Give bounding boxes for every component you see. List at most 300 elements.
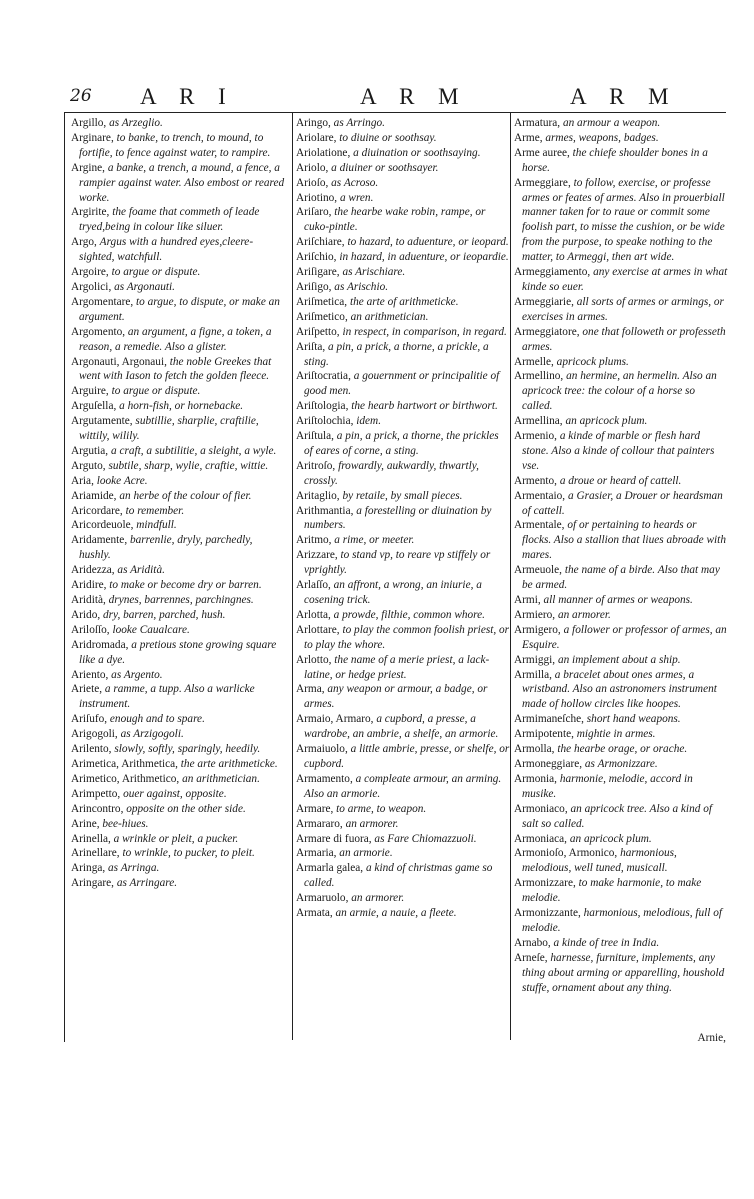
entry-headword: Armoniaca, (514, 832, 568, 845)
entry-definition: to wrinkle, to pucker, to pleit. (122, 847, 255, 860)
entry-headword: Armelle, (514, 355, 554, 368)
entry-definition: armes, weapons, badges. (545, 131, 659, 144)
entry-headword: Ariſtologia, (296, 400, 349, 413)
entry-definition: a wren. (339, 191, 374, 204)
entry-headword: Aringare, (71, 877, 114, 890)
dictionary-entry (296, 146, 510, 161)
dictionary-entry (514, 832, 728, 847)
entry-headword: Armararo, (296, 817, 343, 830)
entry-definition: any weapon or armour, a badge, or armes. (304, 683, 488, 711)
dictionary-entry (514, 265, 728, 295)
entry-definition: a pin, a prick, a thorne, a prickle, a sting. (304, 340, 489, 368)
entry-headword: Ariotino, (296, 191, 338, 204)
entry-headword: Arithmantia, (296, 504, 354, 517)
entry-definition: a diuination or soothsaying. (353, 146, 481, 159)
entry-definition: as Armonizzare. (584, 757, 658, 770)
entry-definition: a bracelet about ones armes, a wristband. Also an astronomers instrument made of hollow circles like hoopes. (522, 668, 717, 711)
entry-headword: Armare, (296, 802, 334, 815)
dictionary-entry (296, 817, 510, 832)
entry-headword: Ariſufo, (71, 713, 108, 726)
entry-headword: Armimaneſche, (514, 713, 584, 726)
dictionary-entry (71, 205, 285, 235)
entry-definition: the noble Greekes that went with Iason to fetch the golden fleece. (79, 355, 272, 383)
entry-definition: the hearbe orage, or orache. (557, 743, 688, 756)
entry-headword: Armatura, (514, 117, 561, 129)
dictionary-entry (71, 802, 285, 817)
dictionary-entry (71, 757, 285, 772)
entry-headword: Ariſtocratia, (296, 370, 351, 383)
entry-headword: Argomento, (71, 325, 126, 338)
entry-definition: an affront, a wrong, an iniurie, a cosening trick. (304, 579, 482, 606)
dictionary-entry (514, 876, 728, 906)
entry-definition: enough and to spare. (109, 713, 205, 726)
entry-definition: a kinde of tree in India. (553, 936, 660, 949)
dictionary-entry (71, 846, 285, 861)
entry-definition: a diuiner or soothsayer. (331, 161, 439, 174)
dictionary-entry (514, 668, 728, 713)
entry-definition: short hand weapons. (586, 713, 681, 726)
entry-headword: Aringa, (71, 862, 106, 875)
dictionary-entry (71, 384, 285, 399)
dictionary-entry (514, 563, 728, 593)
dictionary-entry (71, 459, 285, 474)
entry-headword: Arnabo, (514, 936, 551, 949)
catchword: Arnie, (697, 1032, 726, 1044)
dictionary-entry (296, 265, 510, 280)
entry-headword: Ariſtula, (296, 430, 334, 443)
entry-definition: the hearb hartwort or birthwort. (351, 400, 498, 413)
entry-headword: Arguſella, (71, 400, 117, 413)
entry-headword: Armaio, Armaro, (296, 713, 374, 726)
entry-headword: Aridire, (71, 579, 107, 592)
dictionary-entry (71, 787, 285, 802)
entry-definition: an apricock tree. Also a kind of salt so called. (522, 802, 712, 830)
dictionary-entry (514, 429, 728, 474)
dictionary-entry (71, 444, 285, 459)
dictionary-entry (71, 414, 285, 444)
entry-definition: an argument, a figne, a token, a reason, a remedie. Also a glister. (79, 325, 272, 353)
dictionary-entry (296, 846, 510, 861)
entry-headword: Armonia, (514, 772, 557, 785)
dictionary-entry (514, 802, 728, 832)
dictionary-entry (296, 161, 510, 176)
entry-definition: as Arischio. (334, 280, 389, 293)
dictionary-entry (514, 369, 728, 414)
dictionary-entry (514, 757, 728, 772)
entry-headword: Arigogoli, (71, 728, 118, 741)
entry-definition: an armie, a nauie, a fleete. (335, 907, 457, 920)
entry-definition: a ramme, a tupp. Also a warlicke instrument. (79, 683, 255, 711)
entry-headword: Armilla, (514, 668, 552, 681)
dictionary-entry (514, 593, 728, 608)
dictionary-entry (296, 191, 510, 206)
dictionary-entry (71, 325, 285, 355)
entry-definition: the chiefe shoulder bones in a horse. (522, 146, 708, 174)
entry-definition: mightie in armes. (576, 728, 656, 741)
entry-definition: any exercise at armes in what kinde so euer. (522, 266, 728, 293)
dictionary-entry (296, 325, 510, 340)
entry-definition: a rime, or meeter. (334, 534, 415, 547)
entry-definition: as Arzeglio. (109, 117, 163, 129)
entry-definition: an implement about a ship. (557, 653, 681, 666)
entry-headword: Armentaio, (514, 489, 566, 502)
entry-definition: to hazard, to aduenture, or ieopard. (347, 236, 509, 249)
entry-headword: Armoniaco, (514, 802, 568, 815)
dictionary-entry (71, 161, 285, 206)
entry-headword: Ariſigare, (296, 266, 340, 279)
entry-headword: Ariſaro, (296, 206, 332, 219)
entry-headword: Arine, (71, 817, 100, 830)
page-number: 26 (70, 86, 92, 106)
dictionary-entry (514, 131, 728, 146)
entry-definition: slowly, softly, sparingly, heedily. (114, 743, 261, 756)
entry-definition: to argue, to dispute, or make an argument. (79, 295, 280, 323)
entry-definition: subtillie, sharplie, craftilie, wittily, wilily. (79, 415, 259, 443)
entry-headword: Argutia, (71, 444, 109, 457)
dictionary-entry (296, 608, 510, 623)
dictionary-entry (71, 593, 285, 608)
entry-definition: mindfull. (136, 519, 177, 532)
dictionary-entry (71, 817, 285, 832)
dictionary-entry (296, 653, 510, 683)
entry-headword: Arlaſſo, (296, 579, 331, 592)
entry-definition: to follow, exercise, or professe armes or feates of armes. Also in prouerbiall manner taken for to raue or commit some foolish part, to misse the cushion, or be wide from the purpose, to speake nothing to the matter, to Armeggi, then art wide. (522, 176, 725, 264)
running-head-left: A R I (140, 84, 235, 109)
entry-definition: by retaile, by small pieces. (342, 489, 463, 502)
entry-headword: Armolla, (514, 743, 555, 756)
entry-definition: bee-hiues. (102, 817, 149, 830)
dictionary-entry (296, 772, 510, 802)
entry-definition: one that followeth or professeth armes. (522, 325, 726, 353)
entry-headword: Arilento, (71, 743, 112, 756)
entry-definition: an herbe of the colour of fier. (119, 489, 252, 502)
running-head-middle: A R M (360, 84, 468, 109)
dictionary-entry (71, 876, 285, 891)
entry-definition: a horn-fish, or hornebacke. (119, 400, 244, 413)
entry-definition: dry, barren, parched, hush. (103, 608, 226, 621)
column-middle (292, 112, 510, 1040)
entry-definition: an apricock plum. (569, 832, 652, 845)
entry-headword: Aringo, (296, 117, 331, 129)
entry-headword: Aridità, (71, 594, 106, 606)
entry-definition: all manner of armes or weapons. (543, 594, 693, 606)
entry-headword: Armeggiatore, (514, 325, 580, 338)
dictionary-entry (296, 131, 510, 146)
entry-headword: Arincontro, (71, 802, 124, 815)
entry-definition: an armorer. (557, 608, 611, 621)
dictionary-entry (71, 832, 285, 847)
entry-definition: to diuine or soothsay. (339, 131, 437, 144)
dictionary-entry (514, 712, 728, 727)
entry-headword: Argo, (71, 236, 97, 249)
dictionary-entry (71, 861, 285, 876)
entry-definition: a cupbord, a presse, a wardrobe, an ambrie, a shelfe, an armorie. (304, 713, 499, 741)
entry-headword: Aritaglio, (296, 489, 340, 502)
entry-headword: Ariolo, (296, 161, 329, 174)
entry-headword: Ariloſſo, (71, 623, 110, 636)
dictionary-entry (296, 533, 510, 548)
entry-definition: a kinde of marble or flesh hard stone. Also a kinde of collour that painters vse. (522, 430, 715, 472)
entry-headword: Armonioſo, Armonico, (514, 847, 618, 860)
entry-headword: Argoire, (71, 266, 109, 279)
entry-definition: a pin, a prick, a thorne, the prickles of eares of corne, a sting. (304, 430, 499, 457)
dictionary-entry (296, 429, 510, 459)
page-header (64, 84, 726, 110)
entry-definition: as Acroso. (331, 176, 379, 189)
entry-definition: idem. (356, 415, 382, 428)
entry-definition: as Aridità. (117, 564, 165, 577)
dictionary-entry (514, 936, 728, 951)
entry-definition: to stand vp, to reare vp stiffely or vprightly. (304, 549, 491, 577)
entry-definition: opposite on the other side. (126, 802, 246, 815)
entry-headword: Aricordeuole, (71, 519, 134, 532)
entry-headword: Argine, (71, 161, 105, 174)
entry-definition: the name of a merie priest, a lack-latine, or hedge priest. (304, 653, 490, 681)
entry-definition: harnesse, furniture, implements, any thing about arming or apparelling, houshold stuffe, ornament about any thing. (522, 951, 725, 994)
dictionary-entry (71, 474, 285, 489)
dictionary-entry (296, 369, 510, 399)
dictionary-entry (514, 906, 728, 936)
dictionary-entry (71, 638, 285, 668)
entry-headword: Arizzare, (296, 549, 338, 562)
entry-definition: apricock plums. (556, 355, 629, 368)
entry-headword: Armaria, (296, 847, 337, 860)
dictionary-entry (296, 250, 510, 265)
dictionary-entry (296, 459, 510, 489)
dictionary-entry (71, 533, 285, 563)
entry-headword: Ariſchio, (296, 251, 337, 264)
dictionary-entry (71, 623, 285, 638)
entry-headword: Armipotente, (514, 728, 574, 741)
entry-headword: Ariſmetico, (296, 310, 348, 323)
dictionary-entry (296, 906, 510, 921)
entry-headword: Armeggiamento, (514, 266, 591, 279)
entry-definition: a wrinkle or pleit, a pucker. (113, 832, 239, 845)
entry-headword: Arioſo, (296, 176, 329, 189)
entry-headword: Ariamide, (71, 489, 117, 502)
entry-definition: an arithmetician. (350, 310, 429, 323)
entry-definition: as Argonauti. (114, 280, 175, 293)
dictionary-entry (514, 518, 728, 563)
entry-definition: the foame that commeth of leade tryed,being in colour like siluer. (79, 206, 260, 234)
entry-definition: a follower or professor of armes, an Esquire. (522, 623, 727, 651)
dictionary-entry (296, 682, 510, 712)
entry-headword: Armeggiare, (514, 176, 571, 189)
dictionary-entry (71, 608, 285, 623)
entry-definition: an armorie. (339, 847, 393, 860)
dictionary-entry (71, 504, 285, 519)
entry-headword: Aridamente, (71, 534, 128, 547)
entry-definition: an hermine, an hermelin. Also an apricock tree: the colour of a horse so called. (522, 370, 717, 413)
running-head-right: A R M (570, 84, 678, 109)
entry-headword: Arido, (71, 608, 101, 621)
entry-headword: Ariſigo, (296, 280, 332, 293)
dictionary-entry (71, 668, 285, 683)
dictionary-entry (71, 742, 285, 757)
entry-headword: Arinellare, (71, 847, 120, 860)
dictionary-entry (71, 280, 285, 295)
entry-headword: Argolici, (71, 280, 112, 293)
entry-headword: Arlotto, (296, 653, 332, 666)
entry-definition: a pretious stone growing square like a dye. (79, 638, 277, 666)
entry-definition: drynes, barrennes, parchingnes. (108, 594, 254, 606)
entry-definition: of or pertaining to heards or flocks. Also a stallion that liues abroade with mares. (522, 519, 726, 562)
entry-definition: to banke, to trench, to mound, to fortifie, to fence against water, to rampire. (79, 131, 271, 159)
entry-definition: frowardly, aukwardly, thwartly, crossly. (304, 459, 479, 487)
dictionary-entry (296, 280, 510, 295)
entry-headword: Arimetico, Arithmetico, (71, 772, 180, 785)
entry-headword: Argomentare, (71, 295, 134, 308)
dictionary-entry (296, 504, 510, 534)
dictionary-entry (296, 295, 510, 310)
entry-definition: looke Caualcare. (112, 623, 190, 636)
entry-headword: Ariolare, (296, 131, 337, 144)
entry-headword: Armoneggiare, (514, 757, 583, 770)
entry-definition: as Arzigogoli. (120, 728, 184, 741)
dictionary-entry (296, 489, 510, 504)
dictionary-entry (71, 399, 285, 414)
dictionary-entry (296, 802, 510, 817)
entry-definition: to play the common foolish priest, or to play the whore. (304, 623, 510, 651)
dictionary-entry (514, 414, 728, 429)
entry-definition: a little ambrie, presse, or shelfe, or cupbord. (304, 743, 510, 770)
entry-definition: as Arringare. (116, 877, 178, 890)
dictionary-entry (71, 727, 285, 742)
entry-definition: an arithmetician. (182, 772, 260, 785)
entry-headword: Armi, (514, 594, 541, 606)
entry-headword: Arguire, (71, 385, 109, 398)
dictionary-entry (296, 414, 510, 429)
dictionary-entry (296, 861, 510, 891)
dictionary-entry (296, 742, 510, 772)
entry-definition: an armour a weapon. (562, 117, 661, 129)
entry-definition: to remember. (125, 504, 185, 517)
dictionary-entry (71, 235, 285, 265)
entry-headword: Arneſe, (514, 951, 548, 964)
entry-definition: harmonie, melodie, accord in musike. (522, 772, 693, 800)
entry-headword: Arginare, (71, 131, 114, 144)
entry-headword: Arinella, (71, 832, 111, 845)
dictionary-entry (296, 399, 510, 414)
column-right (510, 112, 728, 1040)
entry-definition: to argue or dispute. (111, 385, 201, 398)
entry-definition: to arme, to weapon. (336, 802, 427, 815)
dictionary-entry (71, 489, 285, 504)
entry-headword: Aridromada, (71, 638, 129, 651)
entry-headword: Ariſta, (296, 340, 326, 353)
entry-definition: to make or become dry or barren. (109, 579, 262, 592)
entry-definition: in respect, in comparison, in regard. (342, 325, 507, 338)
entry-definition: a droue or heard of cattell. (559, 474, 682, 487)
dictionary-entry (514, 742, 728, 757)
dictionary-entry (71, 563, 285, 578)
dictionary-entry (514, 489, 728, 519)
entry-headword: Argirite, (71, 206, 110, 219)
entry-headword: Arimetica, Arithmetica, (71, 757, 178, 770)
dictionary-entry (514, 295, 728, 325)
dictionary-entry (71, 712, 285, 727)
dictionary-entry (71, 518, 285, 533)
entry-definition: in hazard, in aduenture, or ieopardie. (339, 251, 509, 264)
dictionary-entry (71, 355, 285, 385)
dictionary-entry (296, 116, 510, 131)
dictionary-entry (296, 340, 510, 370)
entry-definition: a compleate armour, an arming. Also an armorie. (304, 772, 502, 800)
entry-definition: a gouernment or principalitie of good men. (304, 370, 500, 398)
entry-definition: a kind of christmas game so called. (304, 862, 493, 890)
dictionary-entry (296, 548, 510, 578)
entry-headword: Aridezza, (71, 564, 115, 577)
entry-headword: Arimpetto, (71, 787, 121, 800)
dictionary-entry (71, 265, 285, 280)
entry-headword: Armellino, (514, 370, 564, 383)
entry-headword: Aritroſo, (296, 459, 336, 472)
entry-headword: Aritmo, (296, 534, 332, 547)
entry-headword: Armenio, (514, 430, 557, 443)
dictionary-entry (296, 176, 510, 191)
dictionary-entry (296, 310, 510, 325)
entry-definition: all sorts of armes or armings, or exercises in armes. (522, 295, 724, 323)
entry-definition: ouer against, opposite. (123, 787, 227, 800)
entry-headword: Arguto, (71, 459, 106, 472)
entry-definition: a craft, a subtilitie, a sleight, a wyle. (110, 444, 277, 457)
entry-headword: Armare di fuora, (296, 832, 372, 845)
entry-headword: Ariſtolochia, (296, 415, 354, 428)
entry-headword: Arme, (514, 131, 543, 144)
dictionary-entry (514, 772, 728, 802)
entry-headword: Armentale, (514, 519, 565, 532)
entry-definition: to argue or dispute. (111, 266, 201, 279)
entry-headword: Armiggi, (514, 653, 556, 666)
entry-headword: Arma, (296, 683, 325, 696)
entry-definition: a banke, a trench, a mound, a fence, a rampier against water. Also embost or reared worke. (79, 161, 285, 204)
entry-definition: an armorer. (345, 817, 399, 830)
entry-definition: as Arringo. (333, 117, 385, 129)
entry-definition: an apricock plum. (565, 415, 648, 428)
entry-headword: Armento, (514, 474, 557, 487)
dictionary-entry (296, 712, 510, 742)
entry-headword: Aria, (71, 474, 94, 487)
dictionary-entry (514, 727, 728, 742)
entry-headword: Armata, (296, 907, 333, 920)
dictionary-entry (514, 146, 728, 176)
dictionary-entry (514, 951, 728, 996)
entry-definition: looke Acre. (96, 474, 148, 487)
entry-headword: Arlottare, (296, 623, 340, 636)
dictionary-entry (514, 608, 728, 623)
dictionary-entry (514, 653, 728, 668)
dictionary-entry (71, 682, 285, 712)
entry-definition: as Fare Chiomazzuoli. (374, 832, 477, 845)
entry-definition: subtile, sharp, wylie, craftie, wittie. (108, 459, 269, 472)
entry-headword: Armiero, (514, 608, 556, 621)
entry-headword: Armaruolo, (296, 892, 349, 905)
entry-headword: Armigero, (514, 623, 561, 636)
dictionary-entry (71, 116, 285, 131)
entry-definition: Argus with a hundred eyes,cleere-sighted, watchfull. (79, 236, 254, 264)
entry-headword: Arme auree, (514, 146, 570, 159)
entry-definition: the name of a birde. Also that may be armed. (522, 564, 720, 592)
entry-definition: to make harmonie, to make melodie. (522, 877, 702, 905)
entry-headword: Ariſpetto, (296, 325, 340, 338)
entry-headword: Ariete, (71, 683, 103, 696)
dictionary-entry (296, 891, 510, 906)
dictionary-entry (296, 578, 510, 608)
entry-definition: as Arringa. (108, 862, 160, 875)
dictionary-entry (71, 578, 285, 593)
entry-headword: Ariolatione, (296, 146, 351, 159)
dictionary-entry (514, 623, 728, 653)
